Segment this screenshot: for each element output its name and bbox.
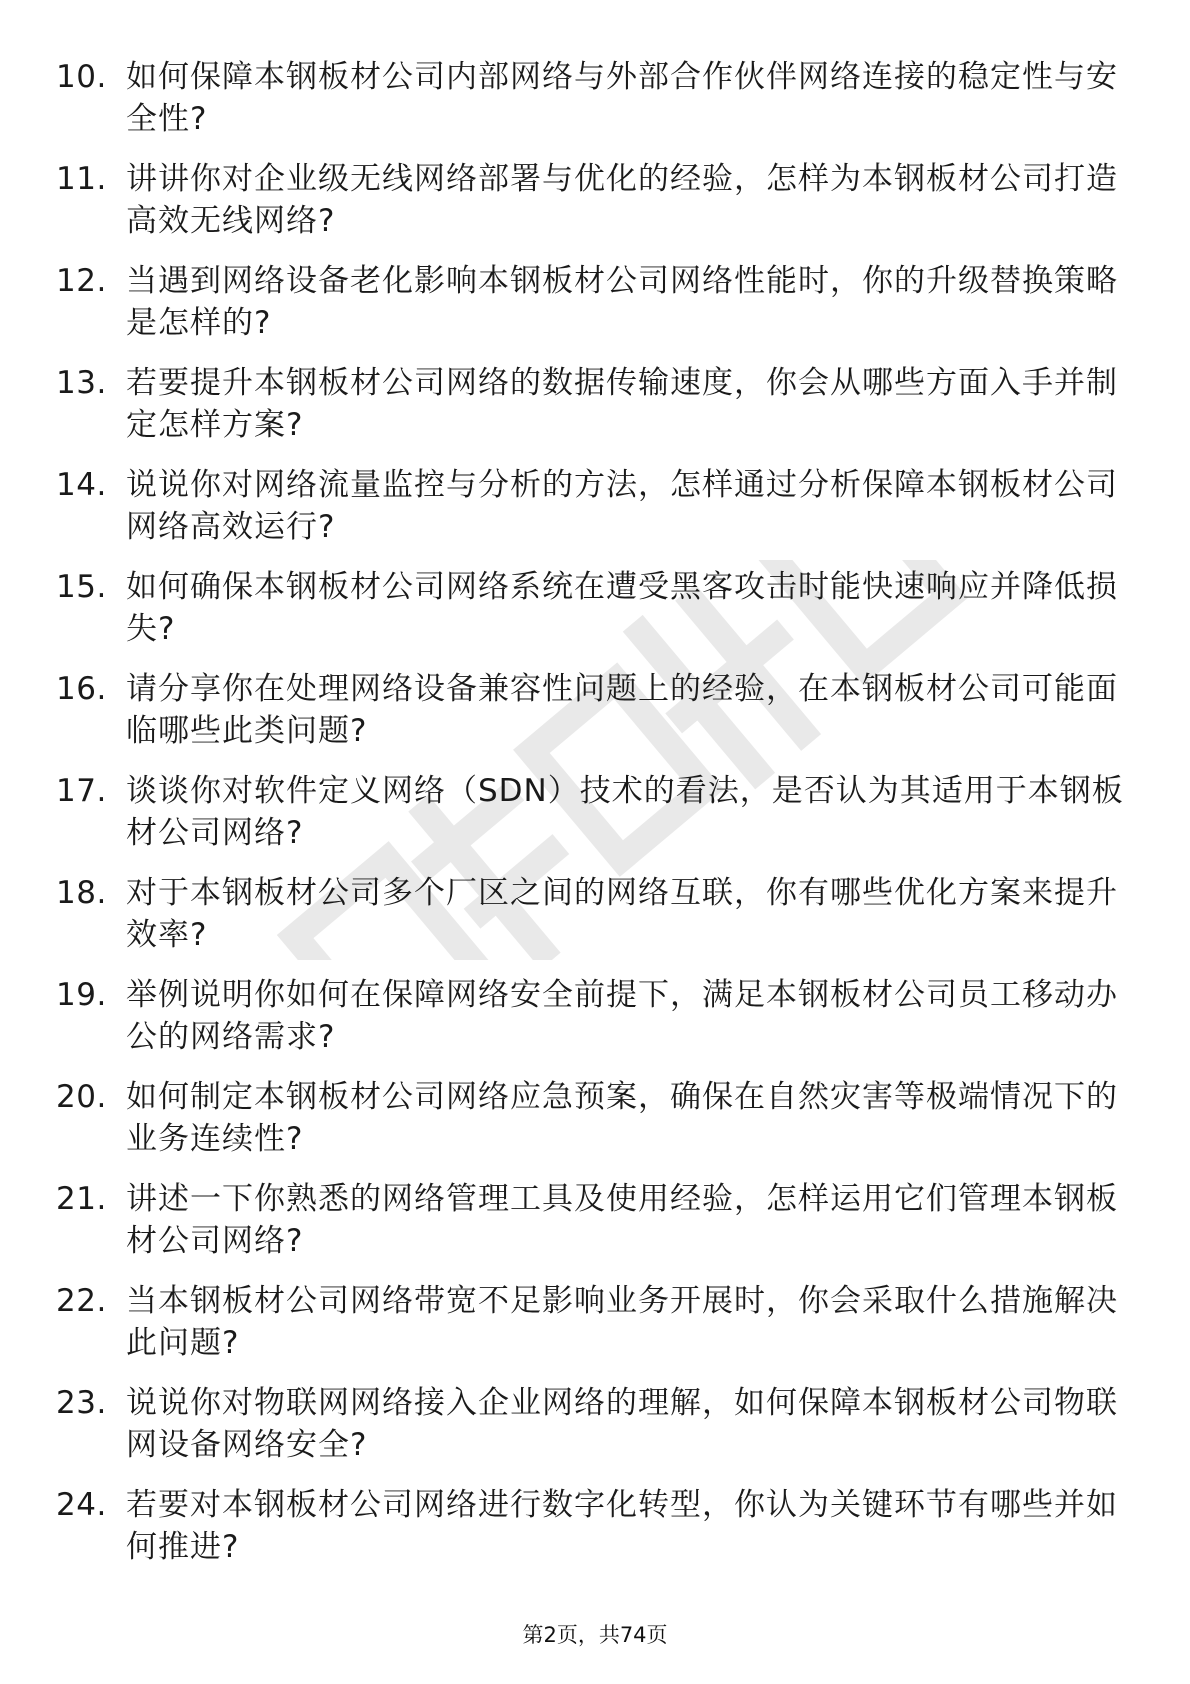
- question-number: 17.: [56, 773, 107, 809]
- question-text: 如何确保本钢板材公司网络系统在遭受黑客攻击时能快速响应并降低损失?: [126, 569, 1118, 647]
- question-text: 如何制定本钢板材公司网络应急预案，确保在自然灾害等极端情况下的业务连续性?: [126, 1079, 1118, 1157]
- question-text: 若要对本钢板材公司网络进行数字化转型，你认为关键环节有哪些并如何推进?: [126, 1487, 1118, 1565]
- question-item: [0, 1274, 1190, 1376]
- question-text: 当遇到网络设备老化影响本钢板材公司网络性能时，你的升级替换策略是怎样的?: [126, 263, 1118, 341]
- question-text: 讲讲你对企业级无线网络部署与优化的经验，怎样为本钢板材公司打造高效无线网络?: [126, 161, 1118, 239]
- question-text: 对于本钢板材公司多个厂区之间的网络互联，你有哪些优化方案来提升效率?: [126, 875, 1118, 953]
- question-number: 11.: [56, 161, 107, 197]
- question-item: [0, 356, 1190, 458]
- question-item: [0, 50, 1190, 152]
- question-number: 16.: [56, 671, 107, 707]
- question-number: 15.: [56, 569, 107, 605]
- question-number: 10.: [56, 59, 107, 95]
- question-text: 请分享你在处理网络设备兼容性问题上的经验，在本钢板材公司可能面临哪些此类问题?: [126, 671, 1118, 749]
- question-text: 若要提升本钢板材公司网络的数据传输速度，你会从哪些方面入手并制定怎样方案?: [126, 365, 1118, 443]
- page-number-footer: 第2页，共74页: [522, 1623, 668, 1647]
- question-number: 22.: [56, 1283, 107, 1319]
- question-number: 12.: [56, 263, 107, 299]
- question-number: 14.: [56, 467, 107, 503]
- question-list: [0, 50, 1190, 1580]
- question-item: [0, 458, 1190, 560]
- question-number: 13.: [56, 365, 107, 401]
- question-item: [0, 1070, 1190, 1172]
- question-text: 讲述一下你熟悉的网络管理工具及使用经验，怎样运用它们管理本钢板材公司网络?: [126, 1181, 1118, 1259]
- question-text: 说说你对网络流量监控与分析的方法，怎样通过分析保障本钢板材公司网络高效运行?: [126, 467, 1118, 545]
- question-item: [0, 866, 1190, 968]
- question-text: 如何保障本钢板材公司内部网络与外部合作伙伴网络连接的稳定性与安全性?: [126, 59, 1118, 137]
- question-text: 说说你对物联网网络接入企业网络的理解，如何保障本钢板材公司物联网设备网络安全?: [126, 1385, 1118, 1463]
- question-text: 当本钢板材公司网络带宽不足影响业务开展时，你会采取什么措施解决此问题?: [126, 1283, 1118, 1361]
- question-number: 23.: [56, 1385, 107, 1421]
- question-item: [0, 152, 1190, 254]
- question-number: 19.: [56, 977, 107, 1013]
- question-number: 18.: [56, 875, 107, 911]
- question-item: [0, 1172, 1190, 1274]
- question-item: [0, 1376, 1190, 1478]
- question-number: 24.: [56, 1487, 107, 1523]
- question-item: [0, 1478, 1190, 1580]
- question-text: 举例说明你如何在保障网络安全前提下，满足本钢板材公司员工移动办公的网络需求?: [126, 977, 1118, 1055]
- question-text: 谈谈你对软件定义网络（SDN）技术的看法，是否认为其适用于本钢板材公司网络?: [126, 773, 1124, 851]
- question-item: [0, 662, 1190, 764]
- question-number: 20.: [56, 1079, 107, 1115]
- question-item: [0, 968, 1190, 1070]
- question-number: 21.: [56, 1181, 107, 1217]
- question-item: [0, 764, 1190, 866]
- question-item: [0, 254, 1190, 356]
- question-item: [0, 560, 1190, 662]
